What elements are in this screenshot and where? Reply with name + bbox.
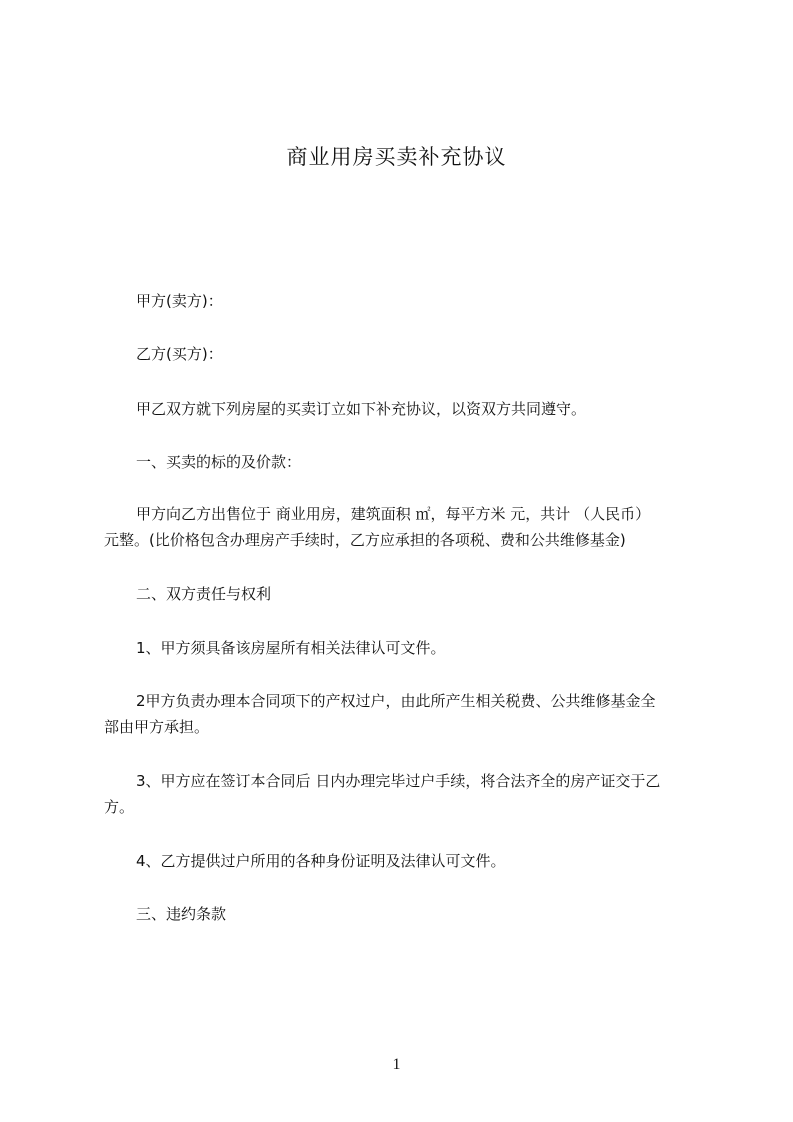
page-title: 商业用房买卖补充协议 [286, 145, 507, 169]
section1-paragraph [104, 501, 704, 553]
item-2-line2: 部由甲方承担。 [104, 718, 210, 736]
item-3 [104, 768, 704, 820]
section2-heading: 二、双方责任与权利 [136, 585, 272, 603]
item-2 [104, 688, 704, 740]
item-3-line2: 方。 [104, 798, 135, 816]
page-number: 1 [392, 1056, 401, 1073]
section1-line1: 甲方向乙方出售位于 商业用房，建筑面积 ㎡，每平方米 元，共计 （人民币） [136, 505, 651, 523]
section1-heading: 一、买卖的标的及价款： [136, 453, 302, 471]
item-4: 4、乙方提供过户所用的各种身份证明及法律认可文件。 [136, 852, 506, 870]
party-b-line: 乙方(买方)： [136, 345, 223, 363]
item-1: 1、甲方须具备该房屋所有相关法律认可文件。 [136, 639, 446, 657]
item-2-line1: 2甲方负责办理本合同项下的产权过户，由此所产生相关税费、公共维修基金全 [136, 692, 656, 710]
item-3-line1: 3、甲方应在签订本合同后 日内办理完毕过户手续，将合法齐全的房产证交于乙 [136, 772, 661, 790]
party-a-line: 甲方(卖方)： [136, 292, 223, 310]
section3-heading: 三、违约条款 [136, 905, 227, 923]
intro-paragraph: 甲乙双方就下列房屋的买卖订立如下补充协议，以资双方共同遵守。 [136, 400, 587, 418]
section1-line2: 元整。(比价格包含办理房产手续时，乙方应承担的各项税、费和公共维修基金) [104, 531, 626, 549]
